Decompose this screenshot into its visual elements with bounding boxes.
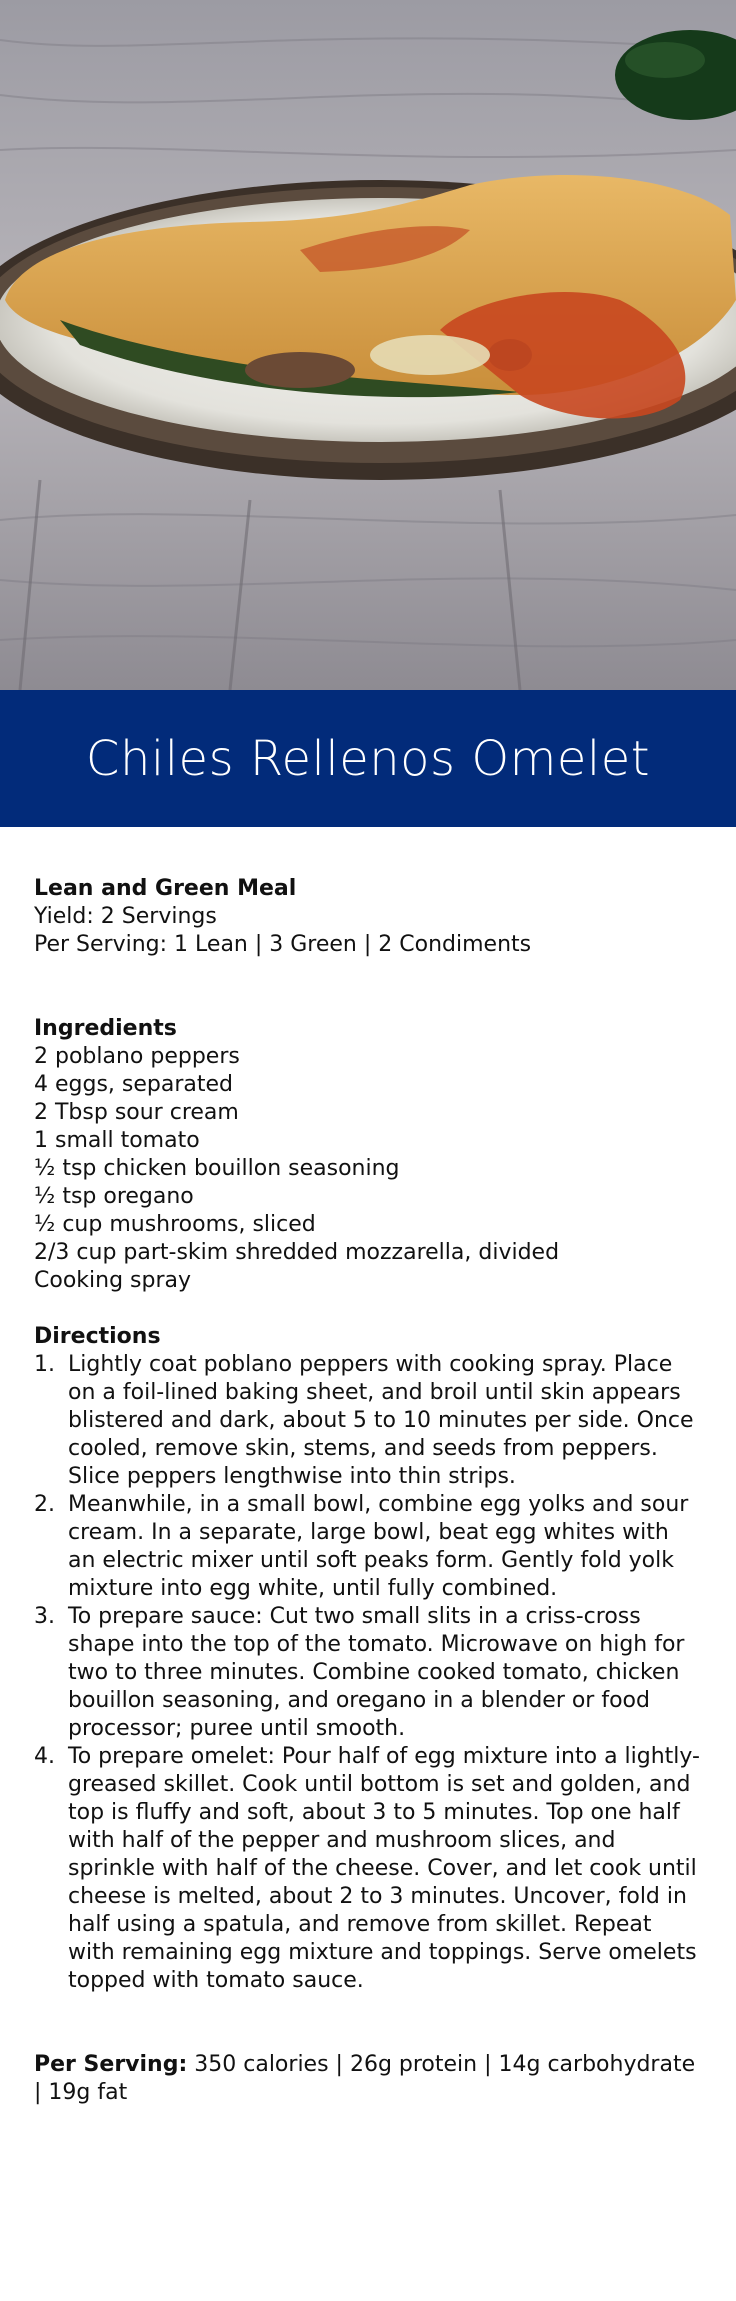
ingredient-item: 2/3 cup part-skim shredded mozzarella, divided — [34, 1240, 560, 1265]
hero-photo — [0, 0, 736, 690]
ingredient-item: ½ cup mushrooms, sliced — [34, 1212, 316, 1237]
direction-step — [34, 1603, 702, 1743]
direction-step — [34, 1351, 702, 1491]
omelet-photo-illustration — [0, 0, 736, 690]
recipe-content — [0, 875, 736, 2107]
recipe-title: Chiles Rellenos Omelet — [85, 730, 651, 787]
step-number: 2. — [34, 1492, 55, 1517]
ingredient-item: ½ tsp chicken bouillon seasoning — [34, 1156, 400, 1181]
step-text: To prepare omelet: Pour half of egg mixture into a lightly-greased skillet. Cook until bottom is set and golden, and top is fluffy and soft, about 3 to 5 minutes. Top one half with half of the pepper and mushroom slices, and sprinkle with half of the cheese. Cover, and let cook until cheese is melted, about 2 to 3 minutes. Uncover, fold in half using a spatula, and remove from skillet. Repeat with remaining egg mixture and toppings. Serve omelets topped with tomato sauce. — [68, 1744, 700, 1993]
step-number: 3. — [34, 1604, 55, 1629]
nutrition-label: Per Serving: — [34, 2052, 188, 2077]
ingredients-list — [34, 1043, 702, 1295]
ingredient-item: 4 eggs, separated — [34, 1072, 233, 1097]
step-text: Lightly coat poblano peppers with cooking spray. Place on a foil-lined baking sheet, and broil until skin appears blistered and dark, about 5 to 10 minutes per side. Once cooled, remove skin, stems, and seeds from peppers. Slice peppers lengthwise into thin strips. — [68, 1352, 694, 1489]
directions-heading: Directions — [34, 1324, 161, 1349]
ingredient-item: ½ tsp oregano — [34, 1184, 194, 1209]
directions-section — [34, 1323, 702, 1995]
nutrition-info — [34, 2051, 698, 2107]
ingredient-item: 2 poblano peppers — [34, 1044, 240, 1069]
step-text: Meanwhile, in a small bowl, combine egg yolks and sour cream. In a separate, large bowl, beat egg whites with an electric mixer until soft peaks form. Gently fold yolk mixture into egg white, until fully combined. — [68, 1492, 689, 1601]
meal-heading: Lean and Green Meal — [34, 876, 297, 901]
direction-step — [34, 1491, 702, 1603]
nutrition-text: 350 calories | 26g protein | 14g carbohydrate | 19g fat — [34, 2052, 696, 2105]
meal-info — [34, 875, 702, 959]
step-number: 4. — [34, 1744, 55, 1769]
step-number: 1. — [34, 1352, 55, 1377]
directions-list — [34, 1351, 702, 1995]
title-banner — [0, 690, 736, 827]
direction-step — [34, 1743, 702, 1995]
ingredients-section — [34, 1015, 702, 1295]
ingredient-item: 2 Tbsp sour cream — [34, 1100, 239, 1125]
ingredient-item: Cooking spray — [34, 1268, 192, 1293]
step-text: To prepare sauce: Cut two small slits in a criss-cross shape into the top of the tomato. Microwave on high for two to three minutes. Combine cooked tomato, chicken bouillon seasoning, and oregano in a blender or food processor; puree until smooth. — [68, 1604, 685, 1741]
per-serving-text: Per Serving: 1 Lean | 3 Green | 2 Condiments — [34, 932, 532, 957]
ingredients-heading: Ingredients — [34, 1016, 177, 1041]
yield-text: Yield: 2 Servings — [34, 904, 217, 929]
ingredient-item: 1 small tomato — [34, 1128, 200, 1153]
